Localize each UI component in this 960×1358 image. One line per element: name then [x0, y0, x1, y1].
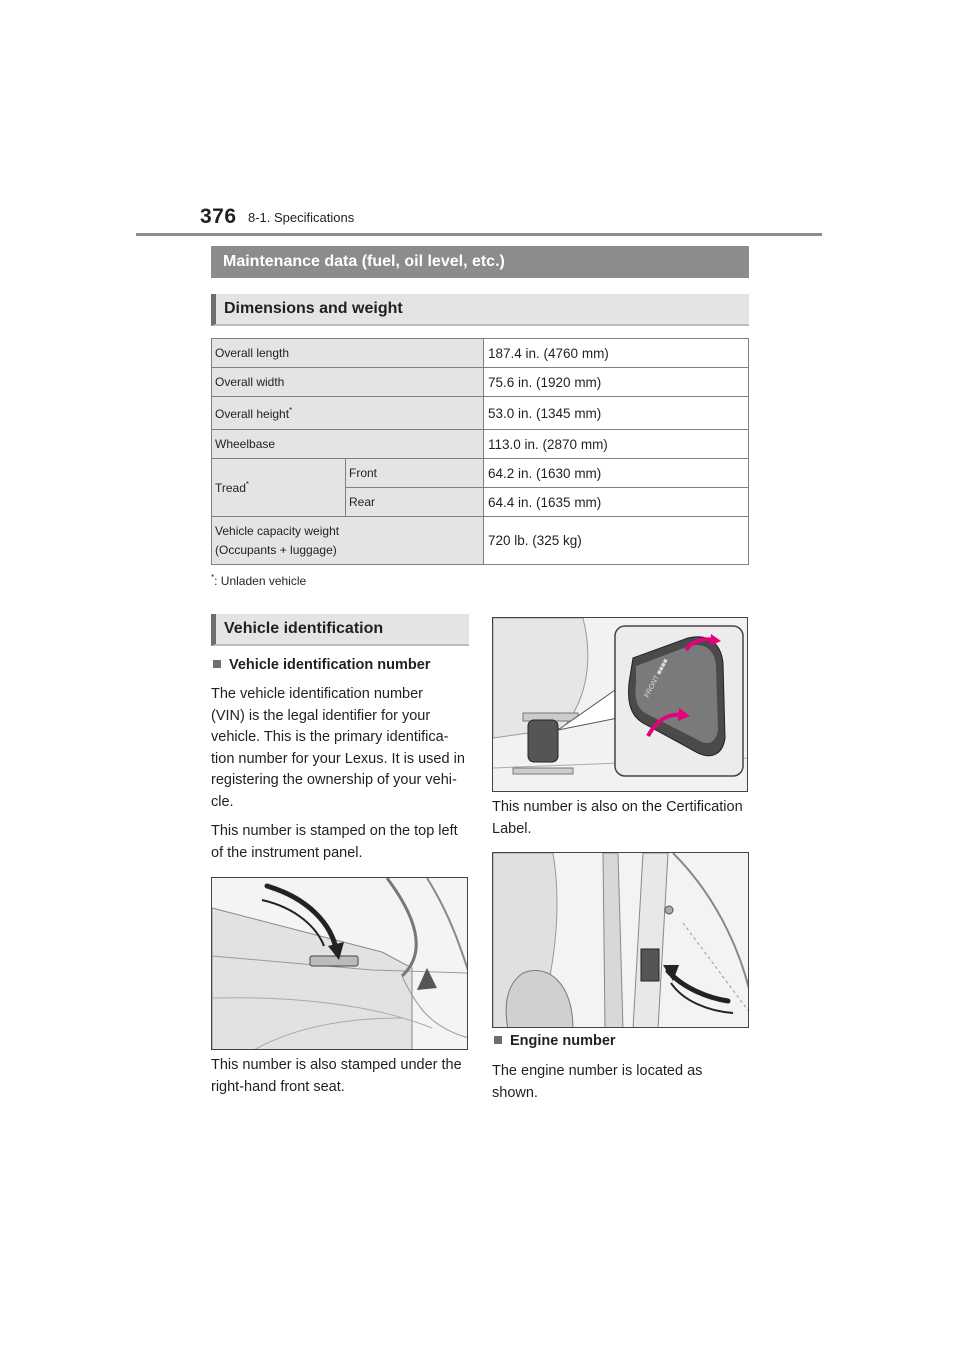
footnote-mark: *	[245, 480, 250, 489]
row-value: 64.4 in. (1635 mm)	[484, 488, 749, 517]
text-line: The engine number is located as	[492, 1063, 703, 1079]
row-label-cell	[212, 397, 484, 430]
table-footnote	[211, 573, 306, 588]
row-label: Overall width	[212, 368, 484, 397]
row-label-cell	[212, 459, 346, 517]
vin-location-paragraph	[211, 821, 473, 864]
dimensions-heading: Dimensions and weight	[211, 294, 749, 326]
vehicle-identification-heading: Vehicle identification	[211, 614, 469, 646]
row-label-cell	[212, 517, 484, 565]
table-row	[212, 368, 749, 397]
row-value: 75.6 in. (1920 mm)	[484, 368, 749, 397]
row-value: 187.4 in. (4760 mm)	[484, 339, 749, 368]
table-row	[212, 397, 749, 430]
seat-floor-drawing	[493, 618, 748, 792]
text-line: tion number for your Lexus. It is used in	[211, 750, 465, 767]
text-line: shown.	[492, 1084, 538, 1101]
certification-paragraph	[492, 797, 754, 840]
text-line: right-hand front seat.	[211, 1078, 345, 1095]
row-label: Overall length	[212, 339, 484, 368]
footnote-text: : Unladen vehicle	[214, 574, 307, 588]
table-row	[212, 430, 749, 459]
vin-heading-text: Vehicle identification number	[229, 657, 431, 673]
text-line: Label.	[492, 820, 532, 837]
engine-number-heading	[494, 1033, 616, 1049]
section-label: 8-1. Specifications	[248, 210, 355, 225]
text-line: cle.	[211, 793, 234, 810]
row-value: 53.0 in. (1345 mm)	[484, 397, 749, 430]
bullet-square-icon	[213, 660, 221, 668]
row-label: Tread	[215, 481, 246, 495]
text-line: The vehicle identification number	[211, 686, 423, 702]
text-line: vehicle. This is the primary identifica-	[211, 729, 449, 746]
bullet-square-icon	[494, 1036, 502, 1044]
row-value: 113.0 in. (2870 mm)	[484, 430, 749, 459]
door-pillar-illustration	[492, 852, 749, 1028]
vin-heading	[213, 657, 430, 673]
row-label-line: (Occupants + luggage)	[215, 542, 337, 557]
dimensions-table	[211, 338, 749, 565]
row-label-line: Vehicle capacity weight	[215, 523, 340, 538]
table-row	[212, 459, 749, 488]
table-row	[212, 339, 749, 368]
instrument-panel-drawing	[212, 878, 468, 1050]
seat-tag-text: FRONT ■■■■	[643, 657, 670, 699]
header-rule	[136, 233, 822, 236]
row-label: Wheelbase	[212, 430, 484, 459]
seat-floor-illustration	[492, 617, 748, 792]
text-line: of the instrument panel.	[211, 844, 363, 861]
instrument-panel-illustration	[211, 877, 468, 1050]
text-line: This number is also stamped under the	[211, 1057, 462, 1073]
vin-paragraph	[211, 684, 473, 814]
row-sublabel: Front	[346, 459, 484, 488]
text-line: This number is also on the Certification	[492, 799, 743, 815]
main-title: Maintenance data (fuel, oil level, etc.)	[211, 246, 749, 278]
engine-number-paragraph	[492, 1061, 754, 1104]
footnote-mark: *	[289, 405, 293, 415]
text-line: registering the ownership of your vehi-	[211, 772, 457, 789]
page-number: 376	[200, 205, 237, 228]
table-row	[212, 517, 749, 565]
row-value: 720 lb. (325 kg)	[484, 517, 749, 565]
row-value: 64.2 in. (1630 mm)	[484, 459, 749, 488]
footnote-mark: *	[211, 573, 215, 582]
row-sublabel: Rear	[346, 488, 484, 517]
door-pillar-drawing	[493, 853, 749, 1028]
text-line: (VIN) is the legal identifier for your	[211, 707, 431, 724]
engine-heading-text: Engine number	[510, 1033, 616, 1049]
row-label: Overall height	[215, 406, 290, 421]
vin-seat-paragraph	[211, 1055, 473, 1098]
text-line: This number is stamped on the top left	[211, 823, 458, 839]
